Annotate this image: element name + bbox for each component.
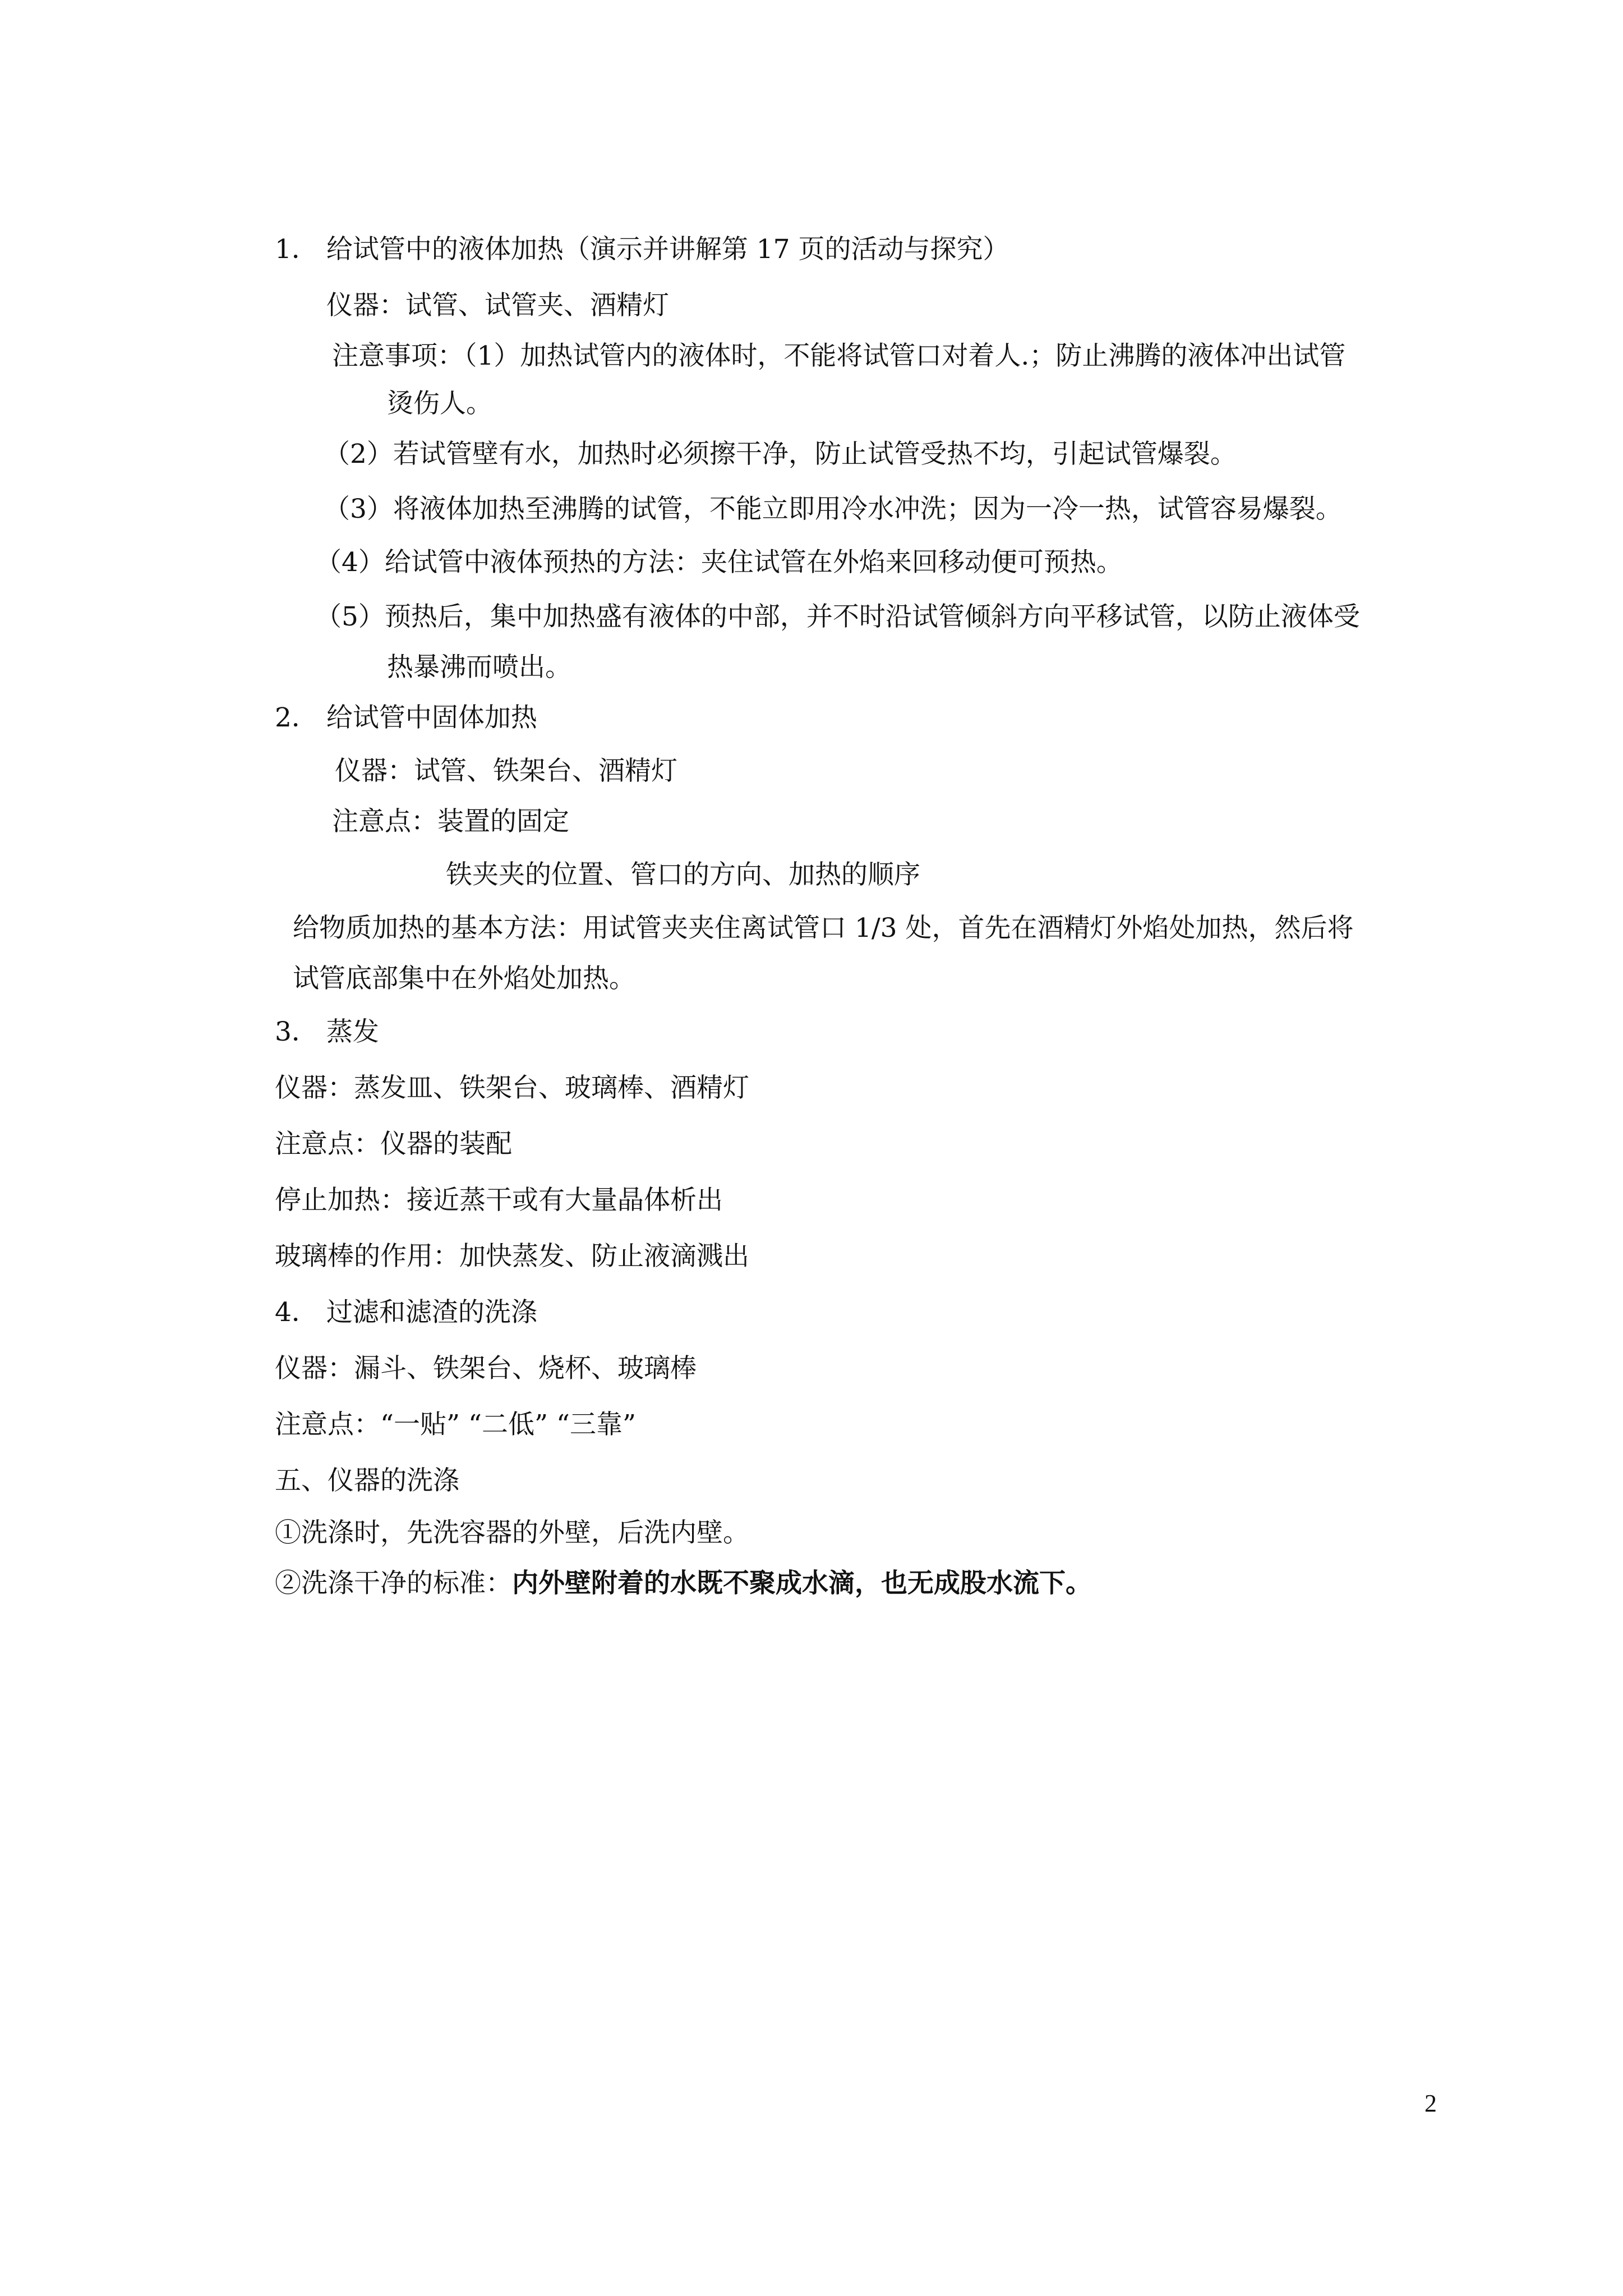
section2-heading: 2． 给试管中固体加热 [275,702,537,733]
section5-item-2-prefix: ②洗涤干净的标准： [275,1568,512,1599]
section2-method: 给物质加热的基本方法：用试管夹夹住离试管口 1/3 处，首先在酒精灯外焰处加热，然后将 [293,913,1354,944]
section2-points-cont: 铁夹夹的位置、管口的方向、加热的顺序 [446,859,920,890]
section3-heading: 3． 蒸发 [275,1016,379,1047]
section3-points: 注意点：仪器的装配 [275,1129,512,1159]
section1-note-5-cont: 热暴沸而喷出。 [387,652,571,683]
section5-item-2-standard: 内外壁附着的水既不聚成水滴，也无成股水流下。 [512,1568,1092,1599]
section5-heading: 五、仪器的洗涤 [275,1465,459,1496]
section1-note-3: （3）将液体加热至沸腾的试管，不能立即用冷水冲洗；因为一冷一热，试管容易爆裂。 [324,494,1342,524]
section1-heading: 1． 给试管中的液体加热（演示并讲解第 17 页的活动与探究） [275,234,1009,265]
section3-instruments: 仪器：蒸发皿、铁架台、玻璃棒、酒精灯 [275,1073,749,1103]
section4-points: 注意点：“一贴” “二低” “三靠” [275,1409,637,1440]
section1-notes-intro: 注意事项：（1）加热试管内的液体时，不能将试管口对着人.；防止沸腾的液体冲出试管 [332,341,1346,371]
section3-stop-heating: 停止加热：接近蒸干或有大量晶体析出 [275,1185,723,1216]
section4-instruments: 仪器：漏斗、铁架台、烧杯、玻璃棒 [275,1353,697,1384]
section1-note-2: （2）若试管壁有水，加热时必须擦干净，防止试管受热不均，引起试管爆裂。 [324,439,1237,470]
section2-instruments: 仪器：试管、铁架台、酒精灯 [335,756,677,786]
section3-rod-function: 玻璃棒的作用：加快蒸发、防止液滴溅出 [275,1241,749,1272]
section4-heading: 4． 过滤和滤渣的洗涤 [275,1297,537,1328]
section1-instruments: 仪器：试管、试管夹、酒精灯 [326,290,669,321]
section1-note-5: （5）预热后，集中加热盛有液体的中部，并不时沿试管倾斜方向平移试管，以防止液体受 [315,601,1360,632]
section2-points: 注意点：装置的固定 [332,806,569,837]
section1-note-4: （4）给试管中液体预热的方法：夹住试管在外焰来回移动便可预热。 [315,547,1123,578]
section5-item-1: ①洗涤时，先洗容器的外壁，后洗内壁。 [275,1517,749,1548]
section1-notes-intro-cont: 烫伤人。 [387,388,492,419]
section5-item-2 [275,1567,1092,1600]
section2-method-cont: 试管底部集中在外焰处加热。 [293,963,635,994]
page-number: 2 [1424,2090,1437,2117]
